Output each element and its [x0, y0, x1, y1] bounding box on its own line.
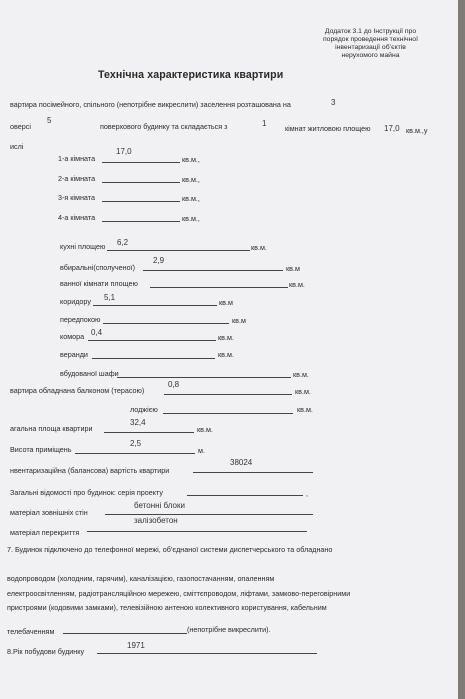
loggia-line: [163, 413, 293, 414]
toilet-value: 2,9: [153, 256, 165, 265]
walls-label: матеріал зовнішніх стін: [10, 508, 88, 517]
room-1-unit: кв.м.,: [182, 155, 200, 164]
building-floors-value: 5: [47, 116, 52, 125]
including-label: ислі: [10, 142, 24, 151]
kitchen-line: [107, 250, 250, 251]
floors-material-label: матеріал перекриття: [10, 528, 80, 537]
corridor-line: [93, 305, 217, 306]
room-2-label: 2-а кімната: [58, 174, 96, 183]
build-year-label: 8.Рік побудови будинку: [7, 647, 85, 656]
corridor-label: коридору: [60, 297, 91, 306]
height-line: [75, 453, 195, 454]
annex-line: порядок проведення технічної: [323, 36, 418, 43]
toilet-line: [143, 270, 283, 271]
page-edge-shadow: [458, 0, 465, 699]
living-area-value: 17,0: [384, 124, 400, 133]
room-1-value: 17,0: [116, 147, 132, 156]
hallway-unit: кв.м: [232, 316, 246, 325]
height-unit: м.: [198, 446, 205, 455]
walls-line: [105, 514, 313, 515]
room-3-line: [102, 201, 180, 202]
room-2-unit: кв.м.,: [182, 175, 200, 184]
storage-line: [88, 340, 216, 341]
total-area-unit: кв.м.: [197, 425, 213, 434]
bathroom-line: [150, 287, 288, 288]
kitchen-value: 6,2: [117, 238, 129, 247]
room-3-label: 3-я кімната: [58, 193, 95, 202]
total-area-value: 32,4: [130, 418, 146, 427]
storage-label: комора: [60, 332, 85, 341]
bathroom-label: ванної кімнати площею: [60, 279, 138, 288]
inventory-label: нвентаризаційна (балансова) вартість квартири: [10, 466, 170, 475]
balcony-value: 0,8: [168, 380, 180, 389]
storage-unit: кв.м.: [218, 333, 234, 342]
rooms-count-value: 1: [262, 119, 267, 128]
room-3-unit: кв.м.,: [182, 194, 200, 203]
toilet-unit: кв.м: [286, 264, 300, 273]
room-1-label: 1-а кімната: [58, 154, 96, 163]
page-title: Технічна характеристика квартири: [98, 69, 284, 81]
height-label: Висота приміщень: [10, 445, 72, 454]
closets-line: [117, 377, 291, 378]
corridor-unit: кв.м: [219, 298, 233, 307]
closets-unit: кв.м.: [293, 370, 309, 379]
build-year-line: [97, 653, 317, 654]
general-info-label: Загальні відомості про будинок: серія проекту: [10, 488, 163, 497]
balcony-unit: кв.м.: [295, 387, 311, 396]
room-4-unit: кв.м.,: [182, 214, 200, 223]
storage-value: 0,4: [91, 328, 103, 337]
floor-value: 3: [331, 98, 336, 107]
location-text: вартира посімейного, спільного (непотрібне викреслити) заселення розташована на: [10, 100, 291, 109]
room-4-line: [102, 221, 180, 222]
utilities-line-2: водопроводом (холодним, гарячим), каналізацією, газопостачанням, опаленням: [7, 574, 275, 583]
toilet-label: вбиральні(сполученої): [60, 263, 135, 272]
veranda-label: веранди: [60, 350, 88, 359]
utilities-line-1: 7. Будинок підключено до телефонної мережі, об’єднаної системи диспетчерського та обладнано: [7, 545, 333, 554]
general-info-suffix: ,: [306, 489, 308, 498]
walls-value: бетонні блоки: [134, 501, 185, 510]
inventory-line: [193, 472, 313, 473]
kitchen-unit: кв.м.: [251, 243, 267, 252]
floors-material-value: залізобетон: [134, 516, 178, 525]
build-year-value: 1971: [127, 641, 145, 650]
floor-label: оверсі: [10, 122, 31, 131]
living-area-label: кімнат житловою площею: [285, 124, 371, 133]
veranda-line: [92, 358, 215, 359]
utilities-line-3: електроосвітленням, радіотрансляційною мережею, сміттєпроводом, ліфтами, замково-переговірними: [7, 589, 351, 598]
utilities-line-4: пристроями (кодовими замками), телевізійною антеною колективного користування, кабельним: [7, 603, 327, 612]
veranda-unit: кв.м.: [218, 350, 234, 359]
tv-suffix: (непотрібне викреслити).: [187, 625, 271, 634]
loggia-unit: кв.м.: [297, 405, 313, 414]
room-2-line: [102, 182, 180, 183]
kitchen-label: кухні площею: [60, 242, 106, 251]
rooms-text: поверхового будинку та складається з: [100, 122, 228, 131]
total-area-label: агальна площа квартири: [10, 424, 93, 433]
annex-line: Додаток 3.1 до Інструкції про: [324, 28, 417, 35]
hallway-line: [103, 323, 229, 324]
living-area-unit: кв.м.,у: [406, 126, 428, 135]
floors-material-line: [87, 531, 307, 532]
annex-line: інвентаризації об’єктів: [335, 44, 406, 51]
loggia-label: лоджією: [130, 405, 158, 414]
inventory-value: 38024: [230, 458, 253, 467]
balcony-label: вартира обладнана балконом (терасою): [10, 386, 145, 395]
tv-line: [63, 633, 187, 634]
general-info-line: [187, 495, 303, 496]
bathroom-unit: кв.м.: [289, 280, 305, 289]
annex-line: нерухомого майна: [341, 52, 400, 59]
closets-label: вбудованої шафи: [60, 369, 119, 378]
annex-note: [308, 28, 433, 60]
balcony-line: [164, 394, 292, 395]
hallway-label: передпокою: [60, 315, 101, 324]
height-value: 2,5: [130, 439, 142, 448]
corridor-value: 5,1: [104, 293, 116, 302]
total-area-line: [104, 432, 194, 433]
room-4-label: 4-а кімната: [58, 213, 96, 222]
room-1-line: [102, 162, 180, 163]
tv-label: телебаченням: [7, 627, 55, 636]
